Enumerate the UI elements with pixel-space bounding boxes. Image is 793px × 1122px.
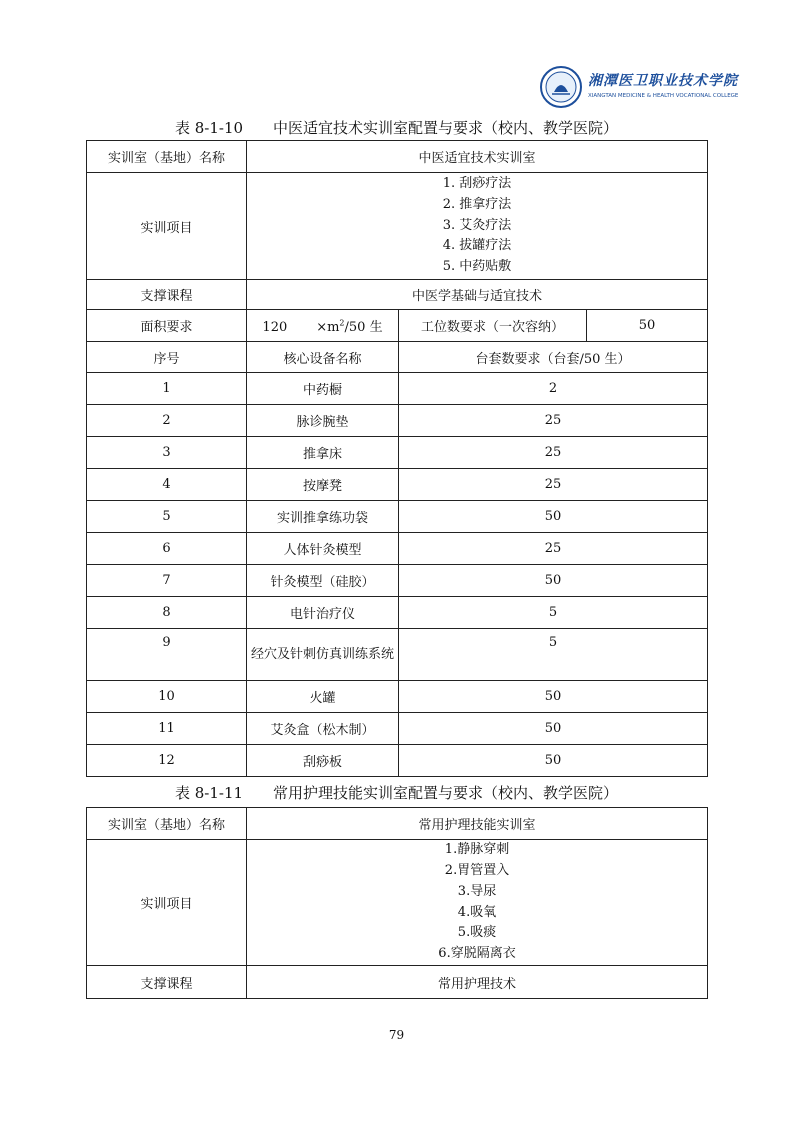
project-item: 4. 拔罐疗法 xyxy=(442,238,512,254)
project-item: 4.吸氧 xyxy=(457,904,497,920)
row-equipment: 火罐 xyxy=(247,681,399,713)
table-row xyxy=(87,629,708,681)
college-name-en: XIANGTAN MEDICINE & HEALTH VOCATIONAL COLLEGE xyxy=(588,93,739,99)
project-list xyxy=(247,173,708,280)
row-quantity: 50 xyxy=(399,501,708,533)
tcm-training-room-table xyxy=(86,140,708,777)
project-item: 3. 艾灸疗法 xyxy=(442,217,512,233)
row-quantity: 25 xyxy=(399,469,708,501)
row-quantity: 25 xyxy=(399,405,708,437)
row-index: 5 xyxy=(87,501,247,533)
project-item: 1.静脉穿刺 xyxy=(444,842,510,858)
row-index: 11 xyxy=(87,713,247,745)
nursing-training-room-table xyxy=(86,807,708,999)
area-row xyxy=(87,310,708,342)
project-item: 2. 推拿疗法 xyxy=(442,196,512,212)
project-item: 2.胃管置入 xyxy=(444,862,510,878)
project-row xyxy=(87,840,708,966)
row-index: 4 xyxy=(87,469,247,501)
row-quantity: 50 xyxy=(399,681,708,713)
row-equipment: 针灸模型（硅胶） xyxy=(247,565,399,597)
row-quantity: 50 xyxy=(399,713,708,745)
project-item: 5.吸痰 xyxy=(457,925,497,941)
header-quantity: 台套数要求（台套/50 生） xyxy=(399,342,708,373)
row-equipment: 按摩凳 xyxy=(247,469,399,501)
project-row xyxy=(87,173,708,280)
header-row xyxy=(87,342,708,373)
row-equipment: 艾灸盒（松木制） xyxy=(247,713,399,745)
row-quantity: 5 xyxy=(399,597,708,629)
row-index: 7 xyxy=(87,565,247,597)
row-index: 10 xyxy=(87,681,247,713)
page-number: 79 xyxy=(388,1028,405,1042)
table-row xyxy=(87,469,708,501)
row-equipment: 中药橱 xyxy=(247,373,399,405)
row-index: 9 xyxy=(87,629,247,681)
room-label: 实训室（基地）名称 xyxy=(87,808,247,840)
area-unit-before: ×m xyxy=(316,320,340,335)
row-index: 12 xyxy=(87,745,247,777)
table-row xyxy=(87,501,708,533)
area-label: 面积要求 xyxy=(87,310,247,342)
header-equipment: 核心设备名称 xyxy=(247,342,399,373)
table-row xyxy=(87,565,708,597)
project-label: 实训项目 xyxy=(87,840,247,966)
table-row xyxy=(87,597,708,629)
table2-caption: 表 8-1-11 常用护理技能实训室配置与要求（校内、教学医院） xyxy=(174,784,619,802)
row-equipment: 电针治疗仪 xyxy=(247,597,399,629)
room-name-row xyxy=(87,808,708,840)
area-number: 120 xyxy=(262,320,288,335)
college-name-cn: 湘潭医卫职业技术学院 xyxy=(588,73,738,89)
header-index: 序号 xyxy=(87,342,247,373)
college-logo xyxy=(540,66,739,110)
course-value: 常用护理技术 xyxy=(247,966,708,999)
course-row xyxy=(87,280,708,310)
course-value: 中医学基础与适宜技术 xyxy=(247,280,708,310)
row-index: 1 xyxy=(87,373,247,405)
project-label: 实训项目 xyxy=(87,173,247,280)
row-index: 3 xyxy=(87,437,247,469)
row-equipment: 刮痧板 xyxy=(247,745,399,777)
project-list xyxy=(247,840,708,966)
table-row xyxy=(87,373,708,405)
row-quantity: 2 xyxy=(399,373,708,405)
project-item: 6.穿脱隔离衣 xyxy=(438,946,516,962)
project-item: 1. 刮痧疗法 xyxy=(442,176,512,191)
station-value: 50 xyxy=(587,310,708,342)
course-label: 支撑课程 xyxy=(87,280,247,310)
table-row xyxy=(87,681,708,713)
college-seal-icon xyxy=(540,66,582,108)
station-label: 工位数要求（一次容纳） xyxy=(399,310,587,342)
area-unit-after: /50 生 xyxy=(344,320,383,335)
room-value: 中医适宜技术实训室 xyxy=(247,141,708,173)
room-name-row xyxy=(87,141,708,173)
row-index: 2 xyxy=(87,405,247,437)
row-equipment: 人体针灸模型 xyxy=(247,533,399,565)
table-row xyxy=(87,713,708,745)
table-row xyxy=(87,533,708,565)
row-equipment: 推拿床 xyxy=(247,437,399,469)
area-unit-sup: 2 xyxy=(339,318,345,328)
room-label: 实训室（基地）名称 xyxy=(87,141,247,173)
row-equipment: 经穴及针刺仿真训练系统 xyxy=(247,629,399,681)
project-item: 5. 中药贴敷 xyxy=(442,259,512,275)
row-index: 8 xyxy=(87,597,247,629)
course-label: 支撑课程 xyxy=(87,966,247,999)
row-equipment: 脉诊腕垫 xyxy=(247,405,399,437)
room-value: 常用护理技能实训室 xyxy=(247,808,708,840)
row-quantity: 5 xyxy=(399,629,708,681)
row-index: 6 xyxy=(87,533,247,565)
table-row xyxy=(87,437,708,469)
table1-caption: 表 8-1-10 中医适宜技术实训室配置与要求（校内、教学医院） xyxy=(174,119,619,137)
table-row xyxy=(87,745,708,777)
row-quantity: 25 xyxy=(399,437,708,469)
course-row xyxy=(87,966,708,999)
row-equipment: 实训推拿练功袋 xyxy=(247,501,399,533)
table-row xyxy=(87,405,708,437)
row-quantity: 50 xyxy=(399,745,708,777)
project-item: 3.导尿 xyxy=(457,883,497,899)
area-value xyxy=(247,310,399,342)
row-quantity: 25 xyxy=(399,533,708,565)
row-quantity: 50 xyxy=(399,565,708,597)
